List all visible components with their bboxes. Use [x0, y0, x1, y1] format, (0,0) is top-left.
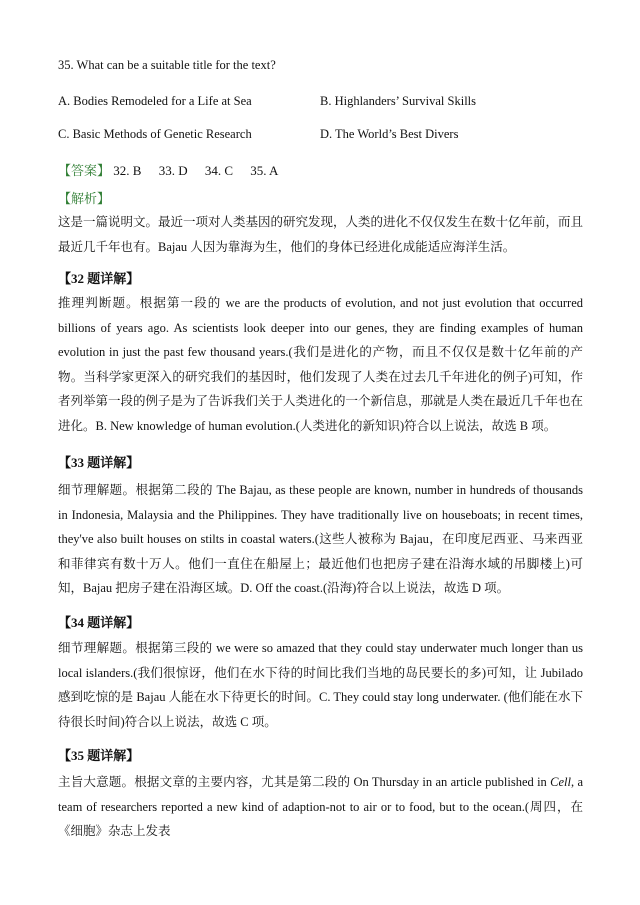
intro-paragraph: 这是一篇说明文。最近一项对人类基因的研究发现，人类的进化不仅仅发生在数十亿年前，而且最近几千年也有。Bajau 人因为靠海为生，他们的身体已经进化成能适应海洋生活。	[58, 215, 584, 254]
question-35: 35. What can be a suitable title for the text?	[58, 58, 276, 72]
q35-text-journal: Cell	[550, 775, 571, 789]
q33-explanation: 细节理解题。根据第二段的 The Bajau, as these people are known, number in hundreds of thousands in Indonesia, Malaysia and the Philippines. They have traditionally live on houseboats; in recent times, they've also built houses on stilts in coastal waters.(这些人被称为 Bajau，在印度尼西亚、马来西亚和菲律宾有数十万人。他们一直住在船屋上；最近他们也把房子建在沿海水域的吊脚楼上)可知，Bajau 把房子建在沿海区域。D. Off the coast.(沿海)符合以上说法，故选 D 项。	[58, 483, 583, 595]
answer-33: 33. D	[158, 163, 188, 178]
option-b: B. Highlanders’ Survival Skills	[320, 94, 477, 108]
q34-explanation: 细节理解题。根据第三段的 we were so amazed that they could stay underwater much longer than us local islanders.(我们很惊讶，他们在水下待的时间比我们当地的岛民要长的多)可知，让 Jubilado 感到吃惊的是 Bajau 人能在水下待更长的时间。C. They could stay long underwater. (他们能在水下待很长时间)符合以上说法，故选 C 项。	[58, 641, 583, 729]
option-c: C. Basic Methods of Genetic Research	[58, 127, 252, 141]
answer-35: 35. A	[250, 163, 279, 178]
q35-heading: 【35 题详解】	[58, 748, 140, 763]
q35-text-before: 主旨大意题。根据文章的主要内容，尤其是第二段的 On Thursday in an article published in	[58, 775, 551, 789]
q32-heading: 【32 题详解】	[58, 271, 140, 286]
q35-text-after: , a team of researchers reported a new kind of adaption-not to air or to food, but to the ocean.(周四，在《细胞》杂志上发表	[58, 775, 583, 838]
option-a: A. Bodies Remodeled for a Life at Sea	[58, 94, 252, 108]
answer-line	[58, 160, 292, 179]
q33-heading: 【33 题详解】	[58, 455, 140, 470]
analysis-tag: 【解析】	[58, 191, 111, 206]
option-d: D. The World’s Best Divers	[320, 127, 459, 141]
answer-32: 32. B	[113, 163, 142, 178]
q32-explanation: 推理判断题。根据第一段的 we are the products of evolution, and not just evolution that occurred billions of years ago. As scientists look deeper into our genes, they are finding examples of human evolution in just the past few thousand years.(我们是进化的产物，而且不仅仅是数十亿年前的产物。当科学家更深入的研究我们的基因时，他们发现了人类在过去几千年进化的例子)可知，作者列举第一段的例子是为了告诉我们关于人类进化的一个新信息，那就是人类在最近几千年也在进化。B. New knowledge of human evolution.(人类进化的新知识)符合以上说法，故选 B 项。	[58, 296, 584, 433]
q34-heading: 【34 题详解】	[58, 615, 140, 630]
answer-34: 34. C	[204, 163, 233, 178]
answer-tag: 【答案】	[58, 163, 111, 178]
q35-explanation	[58, 770, 583, 844]
